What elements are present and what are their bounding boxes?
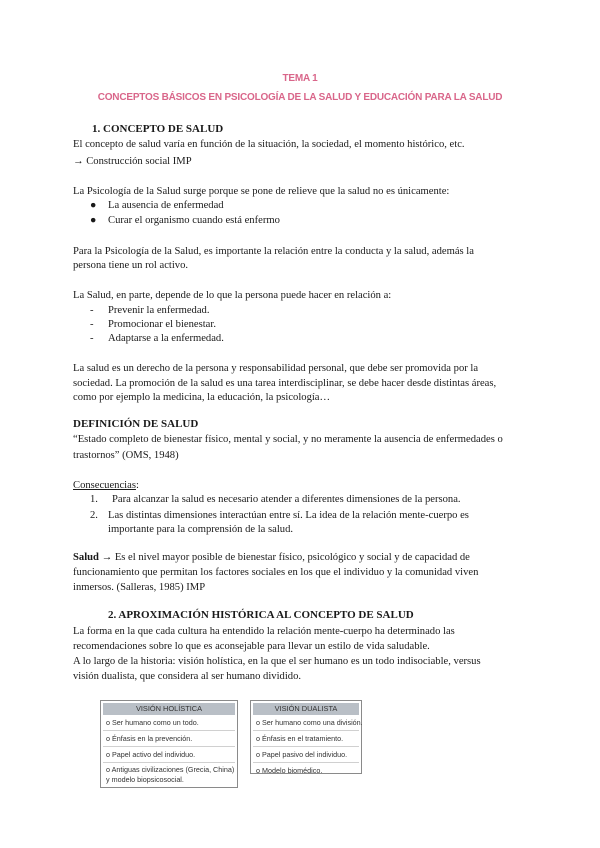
paragraph-line: → Construcción social IMP (73, 156, 192, 167)
list-item: Las distintas dimensiones interactúan entre sí. La idea de la relación mente-cuerpo es (108, 510, 469, 521)
topic-label: TEMA 1 (282, 73, 318, 84)
quote-line: “Estado completo de bienestar físico, mental y social, y no meramente la ausencia de enfermedades o (73, 434, 503, 445)
paragraph-line: La Salud, en parte, depende de lo que la persona puede hacer en relación a: (73, 290, 392, 301)
paragraph-line: La forma en la que cada cultura ha entendido la relación mente-cuerpo ha determinado las (73, 626, 455, 637)
salud-text: → Es el nivel mayor posible de bienestar físico, psicológico y social y de capacidad de (98, 552, 470, 563)
box-item: o Énfasis en el tratamiento. (253, 731, 359, 747)
box-item: o Antiguas civilizaciones (Grecia, China) (106, 765, 235, 774)
paragraph-line: Para la Psicología de la Salud, es importante la relación entre la conducta y la salud, además la (73, 246, 474, 257)
list-item: Adaptarse a la enfermedad. (108, 333, 224, 344)
box-item: o Papel pasivo del individuo. (253, 747, 359, 763)
section2-heading: 2. APROXIMACIÓN HISTÓRICA AL CONCEPTO DE SALUD (108, 609, 414, 621)
document-title: CONCEPTOS BÁSICOS EN PSICOLOGÍA DE LA SALUD Y EDUCACIÓN PARA LA SALUD (97, 92, 503, 103)
salud-definition-line (73, 551, 470, 564)
paragraph-line: La salud es un derecho de la persona y responsabilidad personal, que debe ser promovida por la (73, 363, 479, 374)
paragraph-line: funcionamiento que permitan los factores sociales en los que el individuo y la comunidad viven (73, 567, 479, 578)
dash-icon: - (90, 305, 94, 316)
salud-term: Salud (73, 552, 99, 563)
consequences-word: Consecuencias (73, 480, 136, 491)
paragraph-line: sociedad. La promoción de la salud es una tarea interdisciplinar, se debe hacer desde distintas áreas, (73, 378, 497, 389)
holistic-box-title: VISIÓN HOLÍSTICA (103, 703, 235, 715)
dash-icon: - (90, 333, 94, 344)
paragraph-line: visión dualista, que considera al ser humano dividido. (73, 671, 302, 682)
section1-heading: 1. CONCEPTO DE SALUD (92, 123, 224, 135)
bullet-icon: ● (90, 200, 97, 211)
bullet-icon: ● (90, 215, 97, 226)
box-item: o Ser humano como una división. (253, 715, 359, 731)
paragraph-line: A lo largo de la historia: visión holística, en la que el ser humano es un todo indisociable, versus (73, 656, 481, 667)
dualist-box-title: VISIÓN DUALISTA (253, 703, 359, 715)
box-item: o Papel activo del individuo. (103, 747, 235, 763)
box-item: o Modelo biomédico. (256, 766, 323, 775)
consequences-colon: : (135, 480, 139, 491)
paragraph-line: como por ejemplo la medicina, la educación, la psicología… (73, 392, 331, 403)
list-item: La ausencia de enfermedad (108, 200, 224, 211)
list-item: Para alcanzar la salud es necesario atender a diferentes dimensiones de la persona. (112, 494, 461, 505)
list-item: Prevenir la enfermedad. (108, 305, 210, 316)
paragraph-line: recomendaciones sobre lo que es aconsejable para llevar un estilo de vida saludable. (73, 641, 430, 652)
dualist-vision-box (250, 700, 362, 774)
list-item: importante para la comprensión de la salud. (108, 524, 294, 535)
paragraph-line: persona tiene un rol activo. (73, 260, 189, 271)
list-item: Promocionar el bienestar. (108, 319, 216, 330)
holistic-vision-box (100, 700, 238, 788)
list-item: Curar el organismo cuando está enfermo (108, 215, 280, 226)
paragraph-line: La Psicología de la Salud surge porque se pone de relieve que la salud no es únicamente: (73, 186, 450, 197)
box-item: o Ser humano como un todo. (103, 715, 235, 731)
list-number: 2. (90, 510, 98, 521)
list-number: 1. (90, 494, 98, 505)
paragraph-line: El concepto de salud varía en función de la situación, la sociedad, el momento histórico, etc. (73, 139, 465, 150)
definition-heading: DEFINICIÓN DE SALUD (73, 418, 199, 430)
dash-icon: - (90, 319, 94, 330)
quote-line: trastornos” (OMS, 1948) (73, 450, 179, 461)
paragraph-line: inmersos. (Salleras, 1985) IMP (73, 582, 206, 593)
box-item: o Énfasis en la prevención. (103, 731, 235, 747)
box-item: y modelo biopsicosocial. (106, 775, 184, 784)
consequences-label (73, 479, 139, 492)
